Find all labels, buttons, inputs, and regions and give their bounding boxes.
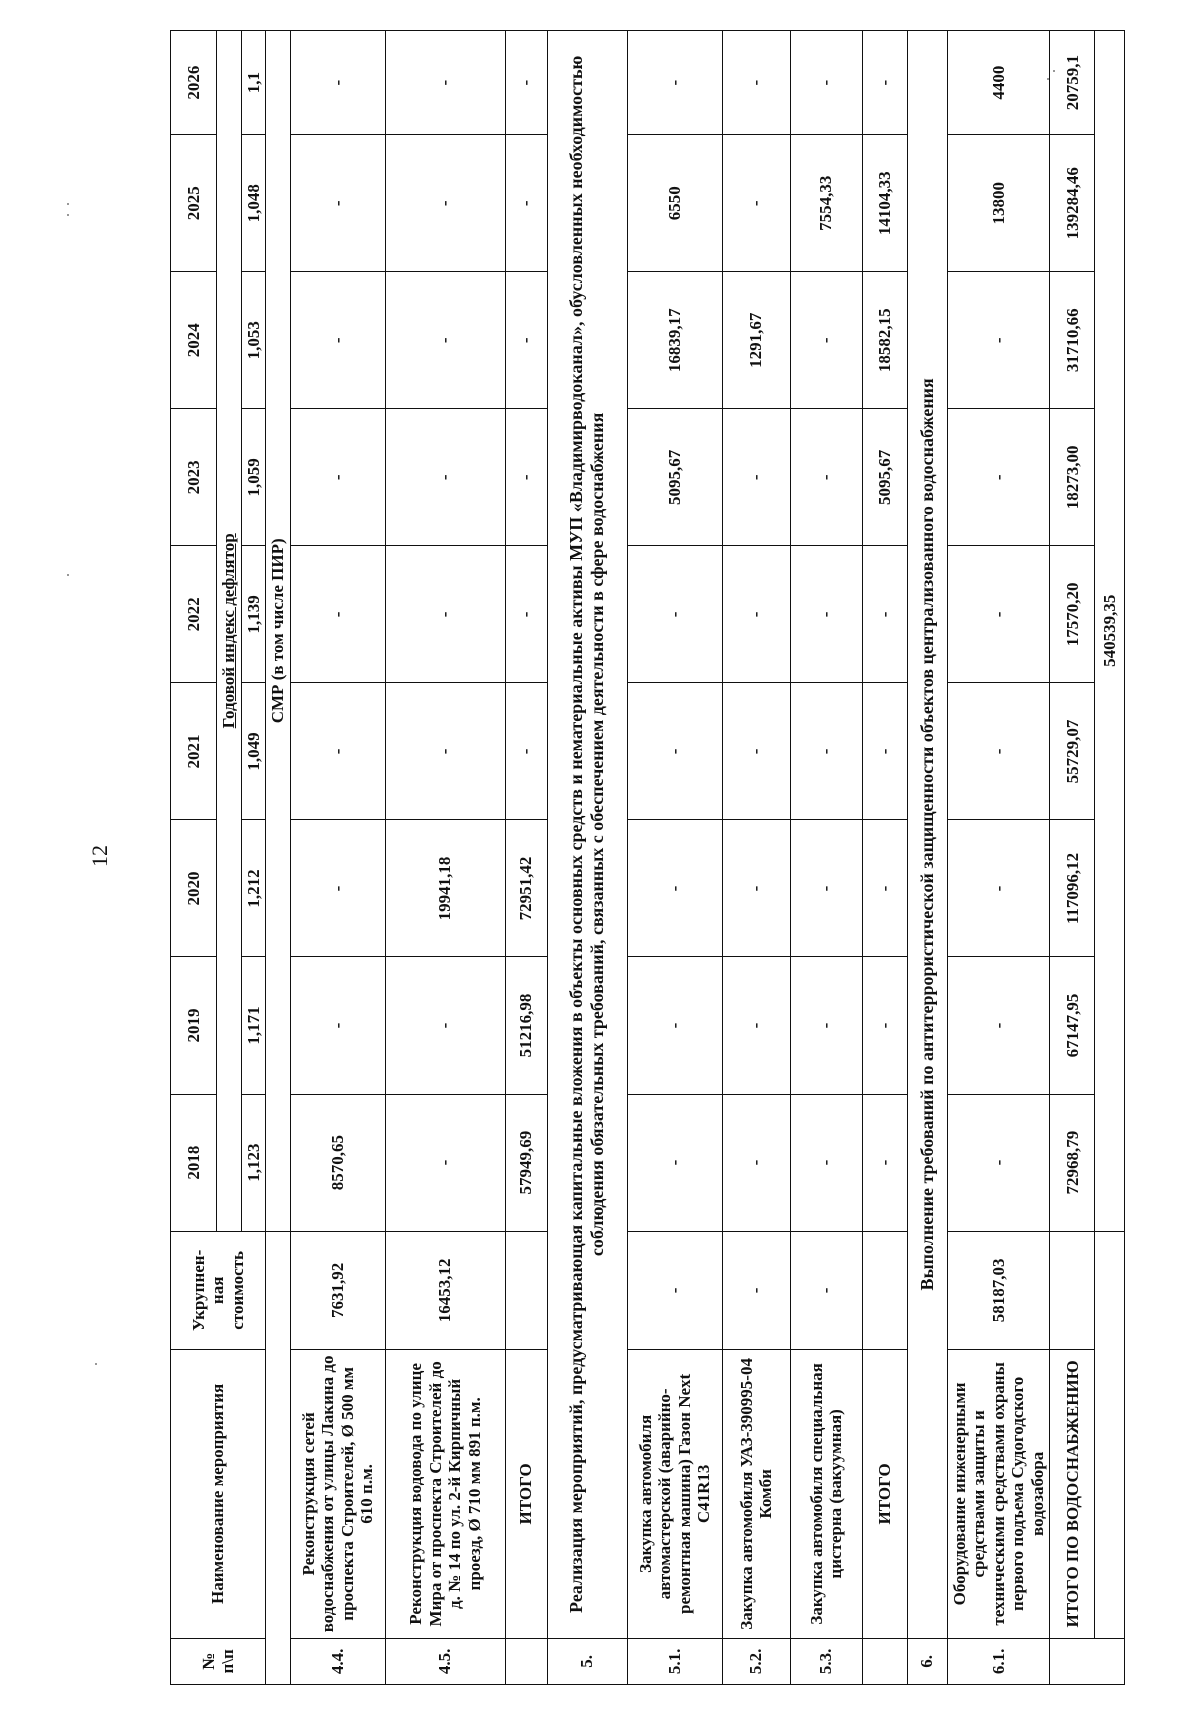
row-value: - — [722, 820, 790, 957]
scan-speck — [67, 574, 69, 576]
scan-speck — [67, 214, 69, 216]
deflator-value: 1,059 — [241, 409, 266, 546]
row-value: - — [790, 31, 862, 135]
section-number: 5. — [547, 1638, 627, 1684]
row-cost — [862, 1231, 907, 1350]
grand-total: 540539,35 — [1095, 31, 1125, 1232]
row-value: - — [790, 957, 862, 1094]
table-row — [385, 31, 505, 1685]
row-total-label: ИТОГО ПО ВОДОСНАБЖЕНИЮ — [1050, 1350, 1095, 1639]
table-row — [1050, 31, 1095, 1685]
row-cost — [1050, 1231, 1095, 1350]
header-year: 2024 — [171, 272, 217, 409]
row-value: - — [947, 957, 1050, 1094]
row-value: 1291,67 — [722, 272, 790, 409]
row-value: - — [862, 1094, 907, 1231]
header-year: 2026 — [171, 31, 217, 135]
table-row — [790, 31, 862, 1685]
row-value: - — [385, 31, 505, 135]
row-activity-name: Реконструкция водовода по улице Мира от проспекта Строителей до д. № 14 по ул. 2-й Кирпичный проезд, Ø 710 мм 891 п.м. — [385, 1350, 505, 1639]
row-total-label: ИТОГО — [862, 1350, 907, 1639]
grand-total-row — [1095, 31, 1125, 1685]
row-value: - — [505, 683, 547, 820]
row-cost: - — [722, 1231, 790, 1350]
row-value: - — [505, 272, 547, 409]
header-year: 2023 — [171, 409, 217, 546]
row-value: - — [627, 546, 722, 683]
row-value: - — [290, 820, 385, 957]
smr-note: СМР (в том числе ПИР) — [266, 31, 291, 1232]
row-cost: 58187,03 — [947, 1231, 1050, 1350]
row-number: 6.1. — [947, 1638, 1050, 1684]
row-value: - — [722, 683, 790, 820]
row-value: - — [505, 409, 547, 546]
row-value: - — [385, 957, 505, 1094]
header-year: 2019 — [171, 957, 217, 1094]
deflator-value: 1,212 — [241, 820, 266, 957]
row-value: - — [385, 683, 505, 820]
row-cost: 16453,12 — [385, 1231, 505, 1350]
row-value: - — [290, 272, 385, 409]
row-number: 5.3. — [790, 1638, 862, 1684]
row-value: - — [505, 135, 547, 272]
row-value: - — [947, 546, 1050, 683]
row-value: 8570,65 — [290, 1094, 385, 1231]
row-value: - — [947, 409, 1050, 546]
section-title: Реализация мероприятий, предусматривающая капитальные вложения в объекты основных средств и нематериальные активы МУП «Владимирводоканал», обусловленных необходимостью соблюдения обязательных требований, связанных с обеспечением деятельности в сфере водоснабжения — [547, 31, 627, 1639]
row-value: - — [790, 820, 862, 957]
row-value: - — [790, 409, 862, 546]
row-value: - — [627, 957, 722, 1094]
row-value: - — [385, 272, 505, 409]
deflator-value: 1,1 — [241, 31, 266, 135]
header-year: 2022 — [171, 546, 217, 683]
row-number — [862, 1638, 907, 1684]
section-row — [547, 31, 627, 1685]
row-value: - — [790, 1094, 862, 1231]
row-value: - — [385, 1094, 505, 1231]
row-value: - — [862, 546, 907, 683]
row-value: 117096,12 — [1050, 820, 1095, 957]
row-value: - — [862, 957, 907, 1094]
row-number — [1050, 1638, 1125, 1684]
deflator-value: 1,139 — [241, 546, 266, 683]
row-value: 4400 — [947, 31, 1050, 135]
row-value: 5095,67 — [627, 409, 722, 546]
row-number: 4.4. — [290, 1638, 385, 1684]
row-value: - — [385, 546, 505, 683]
scan-speck — [95, 1363, 97, 1365]
row-value: - — [722, 546, 790, 683]
row-value: 18273,00 — [1050, 409, 1095, 546]
row-value: 139284,46 — [1050, 135, 1095, 272]
row-value: - — [627, 820, 722, 957]
row-value: 6550 — [627, 135, 722, 272]
table-row — [290, 31, 385, 1685]
row-value: - — [947, 820, 1050, 957]
row-value: - — [862, 31, 907, 135]
row-value: - — [790, 272, 862, 409]
row-activity-name: Оборудование инженерными средствами защиты и техническими средствами охраны первого подъема Судогодского водозабора — [947, 1350, 1050, 1639]
row-cost: - — [627, 1231, 722, 1350]
row-value: - — [290, 31, 385, 135]
row-value: 51216,98 — [505, 957, 547, 1094]
deflator-value: 1,049 — [241, 683, 266, 820]
row-cost: 7631,92 — [290, 1231, 385, 1350]
table-row — [505, 31, 547, 1685]
row-value: 55729,07 — [1050, 683, 1095, 820]
section-row — [907, 31, 947, 1685]
row-activity-name: Закупка автомобиля автомастерской (аварийно-ремонтная машина) Газон Next C41R13 — [627, 1350, 722, 1639]
scan-speck — [67, 203, 69, 205]
row-value: - — [505, 546, 547, 683]
page-number: 12 — [87, 845, 112, 867]
row-number: 4.5. — [385, 1638, 505, 1684]
row-value: 72968,79 — [1050, 1094, 1095, 1231]
deflator-title: Годовой индекс дефлятор — [217, 31, 242, 1232]
section-number: 6. — [907, 1638, 947, 1684]
row-value: 19941,18 — [385, 820, 505, 957]
deflator-value: 1,123 — [241, 1094, 266, 1231]
row-value: - — [790, 683, 862, 820]
header-year: 2025 — [171, 135, 217, 272]
deflator-value: 1,171 — [241, 957, 266, 1094]
row-value: 13800 — [947, 135, 1050, 272]
row-activity-name: Реконструкция сетей водоснабжения от улицы Лакина до проспекта Строителей, Ø 500 мм 610 п.м. — [290, 1350, 385, 1639]
row-activity-name: Закупка автомобиля специальная цистерна (вакуумная) — [790, 1350, 862, 1639]
row-value: - — [290, 683, 385, 820]
row-value: - — [947, 683, 1050, 820]
row-value: - — [790, 546, 862, 683]
row-cost: - — [790, 1231, 862, 1350]
row-value: - — [385, 409, 505, 546]
row-value: - — [722, 31, 790, 135]
header-year: 2020 — [171, 820, 217, 957]
deflator-value: 1,048 — [241, 135, 266, 272]
header-number: № п\п — [171, 1638, 266, 1684]
row-value: - — [862, 683, 907, 820]
row-value: - — [290, 546, 385, 683]
row-value: 18582,15 — [862, 272, 907, 409]
table-row — [627, 31, 722, 1685]
section-title: Выполнение требований по антитеррористической защищенности объектов централизованного водоснабжения — [907, 31, 947, 1639]
row-total-label: ИТОГО — [505, 1350, 547, 1639]
row-value: 5095,67 — [862, 409, 907, 546]
row-value: - — [722, 409, 790, 546]
table-row — [947, 31, 1050, 1685]
deflator-value: 1,053 — [241, 272, 266, 409]
row-value: 14104,33 — [862, 135, 907, 272]
row-value: - — [627, 1094, 722, 1231]
investment-table — [170, 30, 1120, 1685]
row-value: - — [722, 135, 790, 272]
header-year: 2018 — [171, 1094, 217, 1231]
row-value: 57949,69 — [505, 1094, 547, 1231]
row-value: - — [290, 957, 385, 1094]
row-value: - — [385, 135, 505, 272]
row-activity-name: Закупка автомобиля УАЗ-390995-04 Комби — [722, 1350, 790, 1639]
row-value: 72951,42 — [505, 820, 547, 957]
row-value: 31710,66 — [1050, 272, 1095, 409]
row-value: - — [505, 31, 547, 135]
row-number — [505, 1638, 547, 1684]
row-number: 5.2. — [722, 1638, 790, 1684]
row-value: - — [627, 683, 722, 820]
row-value: - — [722, 957, 790, 1094]
row-value: - — [947, 1094, 1050, 1231]
row-cost — [505, 1231, 547, 1350]
table-row — [722, 31, 790, 1685]
row-value: 20759,1 — [1050, 31, 1095, 135]
row-number: 5.1. — [627, 1638, 722, 1684]
row-value: 67147,95 — [1050, 957, 1095, 1094]
table-row — [862, 31, 907, 1685]
row-value: - — [290, 135, 385, 272]
row-value: - — [722, 1094, 790, 1231]
header-cost: Укрупнен-ная стоимость — [171, 1231, 266, 1350]
header-activity-name: Наименование мероприятия — [171, 1350, 266, 1639]
row-value: 16839,17 — [627, 272, 722, 409]
row-value: - — [627, 31, 722, 135]
header-year: 2021 — [171, 683, 217, 820]
row-value: - — [290, 409, 385, 546]
row-value: 7554,33 — [790, 135, 862, 272]
row-value: 17570,20 — [1050, 546, 1095, 683]
row-value: - — [862, 820, 907, 957]
row-value: - — [947, 272, 1050, 409]
